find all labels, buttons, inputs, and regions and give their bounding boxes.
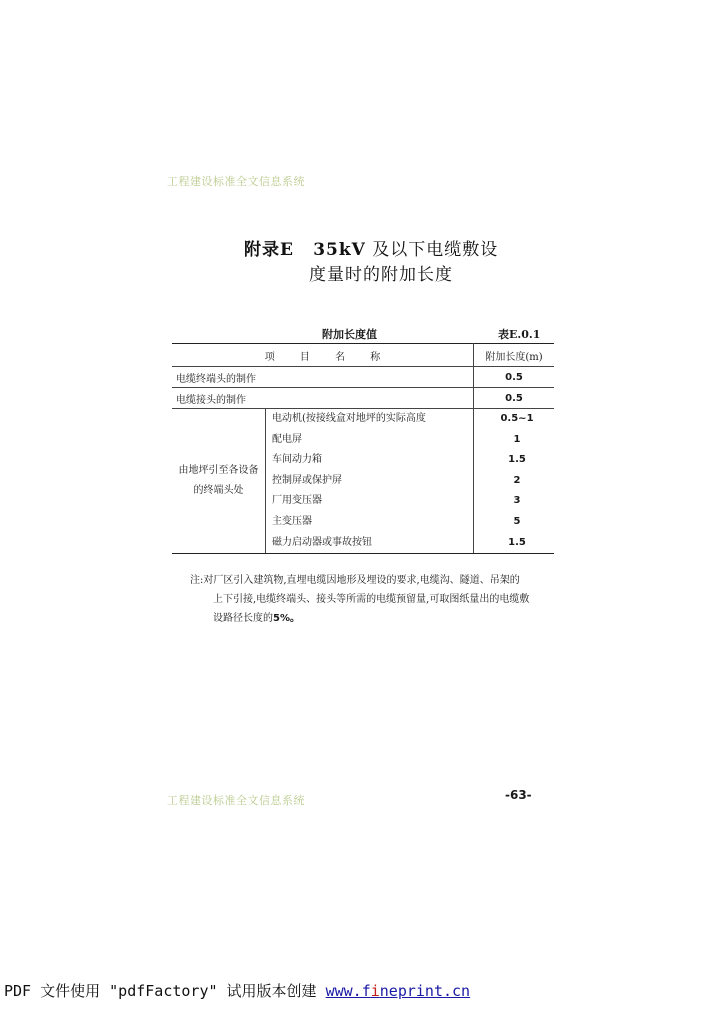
- sub-item: 厂用变压器: [272, 495, 322, 507]
- watermark-bottom: 工程建设标准全文信息系统: [167, 794, 305, 807]
- note-line-3-text: 设路径长度的: [213, 613, 273, 624]
- pdf-footer: [4, 980, 470, 1001]
- row-item: 电缆终端头的制作: [172, 367, 474, 388]
- sub-values: [474, 409, 555, 554]
- title-line-1-rest: 及以下电缆敷设: [372, 240, 499, 260]
- header-item-name: [172, 344, 474, 367]
- footer-text: PDF 文件使用 "pdfFactory" 试用版本创建: [4, 982, 326, 1000]
- footer-link-pre: www.f: [325, 982, 371, 1000]
- appendix-title-line-2: 度量时的附加长度: [309, 265, 453, 285]
- table-group-row: [172, 409, 554, 554]
- footer-link[interactable]: [326, 982, 471, 1000]
- group-label-line-2: 的终端头处: [193, 485, 244, 497]
- footer-link-post: .cn: [443, 982, 471, 1000]
- table-header-row: [172, 344, 554, 367]
- additional-length-table: [172, 343, 554, 554]
- header-value: 附加长度(m): [474, 344, 555, 367]
- sub-value: 1.5: [508, 454, 526, 466]
- row-value: 0.5: [474, 388, 555, 409]
- row-value: 0.5: [474, 367, 555, 388]
- note-line-1: 注:对厂区引入建筑物,直埋电缆因地形及埋设的要求,电缆沟、隧道、吊架的: [190, 575, 520, 586]
- sub-item: 车间动力箱: [272, 454, 322, 466]
- note-line-3: [190, 609, 560, 628]
- appendix-title-line-1: [244, 235, 498, 260]
- row-item: 电缆接头的制作: [172, 388, 474, 409]
- sub-item: 控制屏或保护屏: [272, 474, 342, 486]
- sub-value: 1: [513, 433, 521, 445]
- voltage-label: 35kV: [313, 240, 366, 260]
- table-row: [172, 367, 554, 388]
- group-label-line-1: 由地坪引至各设备: [178, 465, 259, 477]
- table-caption: 附加长度值: [322, 328, 377, 341]
- sub-value: 2: [513, 474, 521, 486]
- group-label: [172, 409, 266, 554]
- table-number: 表E.0.1: [498, 328, 541, 341]
- footer-link-mid: neprint: [379, 982, 443, 1000]
- watermark-top: 工程建设标准全文信息系统: [167, 175, 305, 188]
- sub-items: [266, 409, 474, 554]
- appendix-prefix: 附录E: [244, 240, 294, 260]
- sub-item: 主变压器: [272, 515, 312, 527]
- sub-item: 磁力启动器或事故按钮: [272, 536, 372, 548]
- sub-value: 3: [513, 495, 521, 507]
- header-item-name-text: 项 目 名 称: [264, 351, 381, 363]
- sub-item: 电动机(按接线盒对地坪的实际高度: [272, 413, 426, 424]
- sub-item: 配电屏: [272, 433, 302, 445]
- sub-value: 5: [513, 515, 521, 527]
- table-note: [190, 571, 560, 628]
- footer-link-red: i: [370, 982, 380, 1000]
- sub-value: 1.5: [508, 536, 526, 548]
- page-number: -63-: [505, 788, 532, 802]
- sub-value: 0.5~1: [500, 413, 534, 424]
- note-line-2: 上下引接,电缆终端头、接头等所需的电缆预留量,可取图纸量出的电缆敷: [213, 594, 530, 605]
- table-row: [172, 388, 554, 409]
- note-percent: 5%。: [273, 613, 300, 624]
